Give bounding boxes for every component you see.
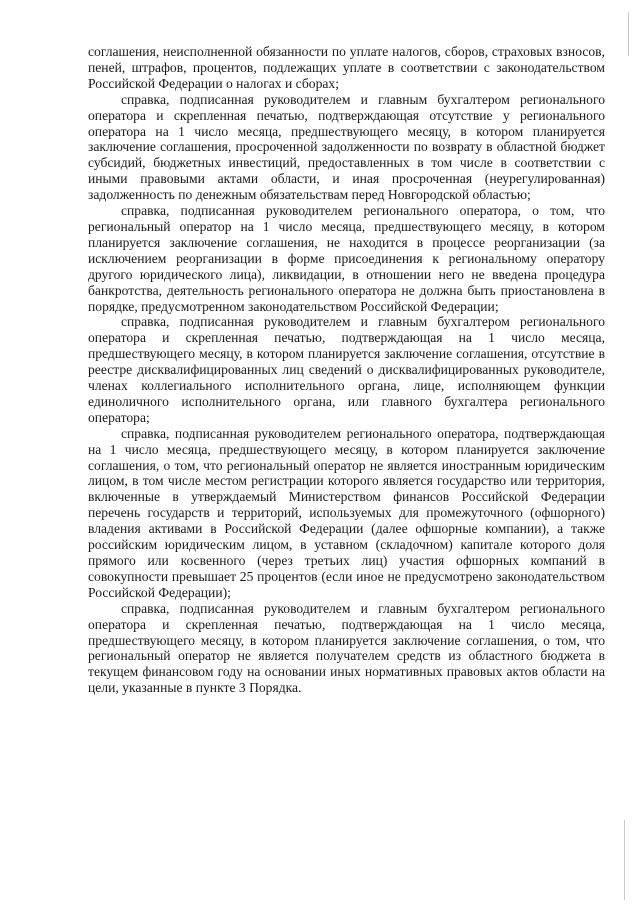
paragraph-disqualification-certificate: справка, подписанная руководителем и главным бухгалтером регионального оператора и скрепленная печатью, подтверждающая на 1 число месяца, предшествующего месяцу, в котором планируется заключение соглашения, отсутствие в реестре дисквалифицированных лиц сведений о дисквалифицированных руководителе, членах коллегиального исполнительного органа, лице, исполняющем функции единоличного исполнительного органа, или главного бухгалтера регионального оператора; — [88, 314, 605, 425]
paragraph-tax-debt-continuation: соглашения, неисполненной обязанности по уплате налогов, сборов, страховых взносов, пеней, штрафов, процентов, подлежащих уплате в соответствии с законодательством Российской Федерации о налогах и сборах; — [88, 44, 605, 91]
scan-edge-mark-top — [628, 12, 629, 56]
paragraph-offshore-certificate: справка, подписанная руководителем регионального оператора, подтверждающая на 1 число месяца, предшествующего месяцу, в котором планируется заключение соглашения, о том, что региональный оператор не является иностранным юридическим лицом, в том числе местом регистрации которого является государство или территория, включенные в утверждаемый Министерством финансов Российской Федерации перечень государств и территорий, используемых для промежуточного (офшорного) владения активами в Российской Федерации (далее офшорные компании), а также российским юридическим лицом, в уставном (складочном) капитале которого доля прямого или косвенного (через третьих лиц) участия офшорных компаний в совокупности превышает 25 процентов (если иное не предусмотрено законодательством Российской Федерации); — [88, 425, 605, 600]
scan-edge-mark-bottom — [624, 820, 625, 900]
paragraph-budget-debt-certificate: справка, подписанная руководителем и главным бухгалтером регионального оператора и скрепленная печатью, подтверждающая отсутствие у регионального оператора на 1 число месяца, предшествующего месяцу, в котором планируется заключение соглашения, просроченной задолженности по возврату в областной бюджет субсидий, бюджетных инвестиций, предоставленных в том числе в соответствии с иными правовыми актами области, и иная просроченная (неурегулированная) задолженность по денежным обязательствам перед Новгородской областью; — [88, 91, 605, 203]
paragraph-other-funds-certificate: справка, подписанная руководителем и главным бухгалтером регионального оператора и скрепленная печатью, подтверждающая на 1 число месяца, предшествующего месяцу, в котором планируется заключение соглашения, о том, что региональный оператор не является получателем средств из областного бюджета в текущем финансовом году на основании иных нормативных правовых актов области на цели, указанные в пункте 3 Порядка. — [88, 600, 605, 696]
paragraph-reorganization-certificate: справка, подписанная руководителем регионального оператора, о том, что региональный оператор на 1 число месяца, предшествующего месяцу, в котором планируется заключение соглашения, не находится в процессе реорганизации (за исключением реорганизации в форме присоединения к региональному оператору другого юридического лица), ликвидации, в отношении него не введена процедура банкротства, деятельность регионального оператора не должна быть приостановлена в порядке, предусмотренном законодательством Российской Федерации; — [88, 203, 605, 314]
